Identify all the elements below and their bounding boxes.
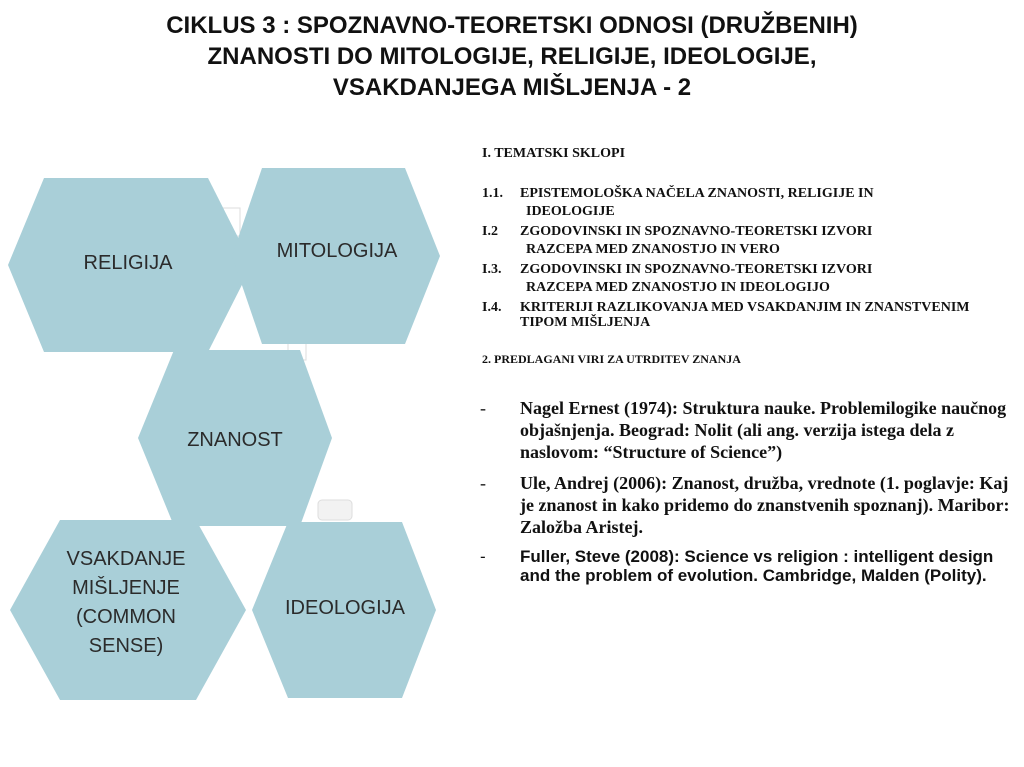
hex-label-religija (48, 249, 208, 278)
topic-text: KRITERIJI RAZLIKOVANJA MED VSAKDANJIM IN ZNANSTVENIM TIPOM MIŠLJENJA (520, 300, 970, 330)
section2-heading: 2. PREDLAGANI VIRI ZA UTRDITEV ZNANJA (482, 352, 741, 366)
reference-item (476, 397, 1016, 463)
hexagon-diagram (0, 160, 460, 700)
reference-list (476, 397, 1016, 585)
topic-item (476, 262, 1016, 295)
topic-text: ZGODOVINSKI IN SPOZNAVNO-TEORETSKI IZVORI (520, 224, 873, 239)
hex-label-line: VSAKDANJE (66, 548, 186, 570)
topic-number: I.3. (482, 262, 502, 277)
reference-item (476, 547, 1016, 585)
topic-text: RAZCEPA MED ZNANOSTJO IN VERO (526, 242, 780, 257)
list-dash: - (480, 473, 486, 493)
topic-item (476, 300, 1016, 330)
hex-label-znanost (160, 426, 310, 455)
topic-text: RAZCEPA MED ZNANOSTJO IN IDEOLOGIJO (526, 280, 830, 295)
topic-text: IDEOLOGIJE (526, 204, 615, 219)
topic-number: I.4. (482, 300, 502, 315)
hex-label-line: MIŠLJENJE (72, 577, 180, 599)
hex-label-line: SENSE) (88, 635, 164, 657)
topic-item (476, 186, 1016, 219)
title-line: ZNANOSTI DO MITOLOGIJE, RELIGIJE, IDEOLOGIJE, (207, 43, 817, 70)
topic-number: 1.1. (482, 186, 503, 201)
title-line: VSAKDANJEGA MIŠLJENJA - 2 (332, 74, 692, 101)
reference-text: Nagel Ernest (1974): Struktura nauke. Problemilogike naučnog objašnjenja. Beograd: Nolit (ali ang. verzija istega dela z naslovom: “Structure of Science”) (520, 398, 1007, 462)
topic-text: EPISTEMOLOŠKA NAČELA ZNANOSTI, RELIGIJE IN (520, 186, 874, 201)
reference-item (476, 472, 1016, 538)
topic-number: I.2 (482, 224, 498, 239)
list-dash: - (480, 547, 486, 566)
content-column (476, 146, 1016, 585)
slide-title (40, 10, 984, 103)
reference-text: Ule, Andrej (2006): Znanost, družba, vrednote (1. poglavje: Kaj je znanost in kako pridemo do znanstvenih spoznanj). Maribor: Založba Aristej. (520, 473, 1010, 537)
hex-label-line: MITOLOGIJA (276, 240, 398, 262)
list-dash: - (480, 398, 486, 418)
topic-item (476, 224, 1016, 257)
hex-label-vsakdanje (36, 545, 216, 661)
reference-text: Fuller, Steve (2008): Science vs religion : intelligent design and the problem of evolution. Cambridge, Malden (Polity). (520, 547, 994, 585)
hex-label-line: (COMMON (76, 606, 176, 628)
hex-label-ideologija (270, 594, 420, 623)
section1-heading: I. TEMATSKI SKLOPI (482, 146, 626, 161)
hex-label-line: ZNANOST (187, 429, 283, 451)
topic-text: ZGODOVINSKI IN SPOZNAVNO-TEORETSKI IZVORI (520, 262, 873, 277)
title-line: CIKLUS 3 : SPOZNAVNO-TEORETSKI ODNOSI (DRUŽBENIH) (166, 12, 858, 39)
hex-label-mitologija (252, 237, 422, 266)
hex-label-line: IDEOLOGIJA (284, 597, 406, 619)
hex-label-line: RELIGIJA (83, 252, 173, 274)
